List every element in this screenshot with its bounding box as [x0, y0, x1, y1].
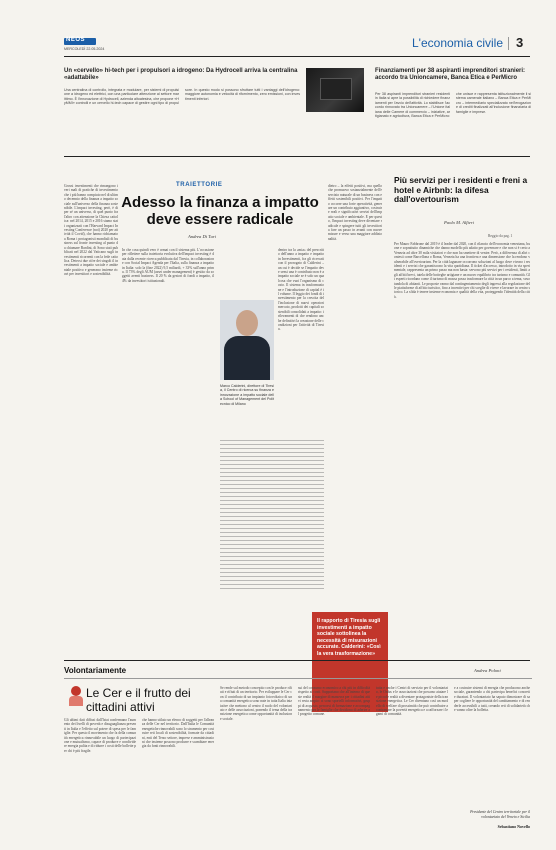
top-left-article: [64, 68, 366, 150]
main-headline: Adesso la finanza a impatto deve essere radicale: [121, 194, 319, 228]
top-right-headline: Finanziamenti per 38 aspiranti imprenditori stranieri: accordo tra Unioncamere, Banca Etica e PerMicro: [375, 68, 526, 81]
bottom-col-1: Gli ultimi dati diffusi dall'Istat confermano l'aumento dei livelli di povertà e disuguaglianza presenti in Italia e l'effetto sul potere di spesa per le famiglie. Per questo il movimento che fa della comunità energetica rinnovabile un luogo di partecipazione e mutualismo, capace di produrre e condividere energia pulita e di ridurre i costi delle bollette per chi è più fragile.: [64, 718, 136, 753]
main-col-2: In che cosa quindi vero è ormai con il sistema più. L'occasione per riflettere sulla traiettoria evolutiva dell'impact investing è data dalla recente ricerca pubblicata dal Tiresia, in collaborazione con Social Impact Agenda per l'Italia, sulla finanza a impatto in Italia: solo la (fine 2022) 9,5 miliardi, + 33% sull'anno prima. Il 73% degli AUM (asset under management) è gestito da soggetti aventi business. Il 20 % da gestori di fondi a impatto, il 4% da investitori istituzionali.: [122, 248, 214, 283]
bottom-col-5: tutta e anche i Centri di servizio per il volontariato, le Onlus e le associazioni che possono aiutare le piccole realtà a diventare protagoniste della transizione energetica. Le Cer diventano così un modello di welfare di prossimità che può contribuire a contrastare la povertà energetica e a rafforzare i legami di comunità.: [376, 686, 448, 717]
bottom-illustration: [68, 686, 84, 706]
bottom-article: [64, 662, 532, 850]
page-divider: [508, 37, 509, 50]
bottom-col-2: che hanno stilato un elenco di soggetti per l'alleanza delle Cer nel territorio. Dall'Italia le Comunità energetiche rinnovabili sono lo strumento per costruire reti locali di sostenibilità, formate da cittadini, enti del Terzo settore, imprese e amministrazioni che insieme possono produrre e scambiare energia da fonti rinnovabili.: [142, 718, 214, 749]
page-number: 3: [516, 35, 524, 50]
masthead: [0, 0, 556, 58]
sidebar-byline: Paolo M. Alfieri: [444, 220, 474, 225]
top-right-article: [375, 68, 531, 150]
main-byline: Andrea Di Turi: [188, 234, 216, 239]
main-article: [64, 160, 382, 660]
top-left-headline: Un «cervello» hi-tech per i propulsori a idrogeno: Da Hydrocell arriva la centralina «adattabile»: [64, 68, 298, 81]
hymmi-device-image: [306, 68, 364, 112]
bottom-col-4: sui del consumo economico a chi più in difficoltà rispetto ai costi. Supportano che all'interno di queste realtà il margine di manovra per i cittadini attivi resta ampio: ci sono sportelli informativi, gruppi di acquisto, percorsi di formazione e accompagnamento per le famiglie che decidono di aderire al progetto comune.: [298, 686, 370, 717]
text-lines: [220, 440, 324, 590]
bottom-headline: Le Cer e il frutto dei cittadini attivi: [86, 686, 191, 714]
top-section-rule: [64, 156, 530, 157]
portrait-head: [236, 310, 258, 336]
pull-quote-text: Il rapporto di Tiresia sugli investimenti a impatto sociale sottolinea la necessità di misurazioni accurate. Calderini: «Così la vera trasformazione»: [317, 618, 381, 657]
portrait-body: [224, 336, 270, 380]
signature-role: Presidente del Centro territoriale per il volontariato del Veneto e Sicilia: [470, 810, 530, 819]
issue-date: MERCOLEDÌ 22.05.2024: [64, 47, 105, 51]
main-col-1: Grossi investimenti che rimangono i veri mali di pratiche di investimento che i più hanno compiuto nel di ultimo decennio della finanza a impatto sociale sull'universo della finanza sostenibile. L'impact investing, però, è di per sé un universo, di quel punto fra l'altro con attenzione la Chiesa cattolica: nel 2014, 2015 e 2016 siamo stati organizzati con l'Harvard Impact Investing Conference (noi) 2020 per attività il Covid), che hanno richiamato a Roma i protagonisti mondiali di business sul fronte investing al punto da chiamare Bardini, di Sono stati pubblicati nel 2022 dal Vaticano sugli investimenti ricorrenti con la fede cattolica. Detecsi due cifre dei singoli il investimenti a impatto sociale e ambientale positivo e generano insieme ricavi per investitori e sostenibilità.: [64, 184, 118, 277]
bottom-section-label: Volontariamente: [64, 666, 127, 675]
device-screen: [320, 78, 352, 100]
top-left-body: Una centralina di controllo, integrata e modulare, per sistemi di propulsione a idrogeno ed elettrici, con una particolare attenzione al settore marittimo. È l'innovazione di Hydrocell, azienda altoatesina, che propone «HyMMI» controlli e un cervello hi-tech capace di gestire ogni tipo di propulsore. In questo modo si possono sfruttare tutti i vantaggi dell'idrogeno: maggiore autonomia e velocità di rifornimento, zero emissioni, con investimenti inferiori.: [64, 88, 300, 106]
bottom-section-rule: [64, 660, 530, 661]
sidebar-source: Reggio da pag. 1: [488, 234, 513, 238]
top-right-body: Per 38 aspiranti imprenditori stranieri residenti in Italia si apre la possibilità di richiedere finanziamenti per l'avvio dell'attività. Lo stabilisce l'accordo rinnovato tra Unioncamere – l'Unione italiana delle Camere di commercio – iniziative, artigianato e agricoltura, Banca Etica e PerMicro: che unisce e rappresenta istituzionalmente il sistema camerale italiano – Banca Etica e PerMicro – intermediario specializzato nell'erogazione di crediti finalizzati all'inclusione finanziaria di famiglie e imprese.: [375, 92, 531, 119]
signature-name: Sebastiano Novello: [497, 824, 530, 829]
section-title: L'economia civile: [412, 36, 504, 50]
bottom-col-6: e a costruire sistemi di energia che producono anche sociale, garantendo a chi partecipa benefici concreti e duraturi. Il volontariato ha saputo dimostrare di saper cogliere le opportunità del cambiamento e di renderle accessibili a tutti, creando reti di solidarietà che vanno oltre la bolletta.: [454, 686, 530, 713]
bottom-col-3: Se rende sul metodo concepito con le produce rifiuti e rifiuti di un territorio. Per sviluppare le Cer con il contributo di un impianto fotovoltaico di una comunità energetica sono nate in tutta Italia iniziative che mettono al centro il ruolo del volontariato e delle associazioni, ponendo il tema della transizione energetica come opportunità di inclusione sociale.: [220, 686, 292, 721]
bottom-author: Andrea Poloni: [474, 668, 501, 673]
main-col-3: dentro tra la «mia» del prescritto dell'anno a impatto e impatto in Investimenti, fra gli ricercati con il prorogato di Calderini – un cui è decide se l'impatto deve sensi una è contributo non è a impatto sociale se è solo un qualcosa che vuoi l'organismo di costo. Il sistema in trasformazione e l'introduzione di capital è il volume. Il leggio dei fondi di investimento per la crescita dell'inclusione di nuovi operatori mercato, prodotti dei capitali sostenibili consolidati a impatto: i rilevamenti di che rendono anche definitivi la creazione delle condizioni per l'attività di Tiresia.: [278, 248, 324, 332]
photo-caption: Marco Calderini, direttore di Tiresia, il Centro di ricerca su finanza e innovazione a impatto sociale della School of Management del Politecnico di Milano: [220, 384, 274, 406]
figure-icon: [71, 686, 81, 696]
main-kicker: TRAIETTORIE: [176, 182, 223, 188]
sidebar-body: Per Mauro Fabbrone dal 2019 è il leader dal 2020, con il rilancio dell'economia veneziana, buone e soprattutto dinamiche che danno modello più adatto per governare e che non si è certo a Venezia ad oltre 30 mila visitatori e che non ha smettere di venire. Però, a differenza di altri contesti come Barcellona o Roma, Venezia ha una frontiera e una dimensione che la rendono vulnerabile all'overtourism. Per la città lagunare occorrono soluzioni al luogo dove vivono i residenti e i servizi che garantiscono la vita quotidiana. Il ticket d'accesso, introdotto in via sperimentale, rappresenta un primo passo ma non basta: servono più servizi per i residenti, limiti agli affitti brevi, tutela delle botteghe artigiane e un nuovo equilibrio tra turismo e comunità. Gli esperti ricordano come il turismo di massa possa trasformare la città in un parco a tema, svuotandola di abitanti. Le proposte vanno dal contingentamento degli ingressi alla regolazione delle piattaforme di affitto turistico, fino a incentivi per chi sceglie di vivere e lavorare in centro storico. La sfida è tenere insieme economia e qualità della vita, proteggendo l'identità della città.: [394, 242, 530, 299]
main-col-4: dietro – la effetti positivi, ma quello che promuovo sostanzialmente dell'esercizio naturale di un business con effetti sostenibili positivi. Per l'impatto occorre una forte operatività, generare un contributo aggiuntivo, costruire reali e significativi servizi dell'impatto sociale e ambientale. E per questo, l'impact investing deve diventare radicale e spingere tutti gli investitori a fare un passo in avanti con nuove misure e verso una maggiore addizionalità.: [328, 184, 382, 241]
main-col-3-lower: [220, 440, 324, 590]
figure-body-icon: [69, 696, 83, 706]
bottom-section-rule-thin: [64, 678, 532, 679]
sidebar-headline: Più servizi per i residenti e freni a hotel e Airbnb: la difesa dall'overtourism: [394, 175, 528, 205]
calderini-portrait: [220, 300, 274, 380]
sidebar-article: [392, 176, 532, 656]
masthead-rule: [64, 56, 530, 57]
logo-text: NEOS: [66, 37, 86, 43]
